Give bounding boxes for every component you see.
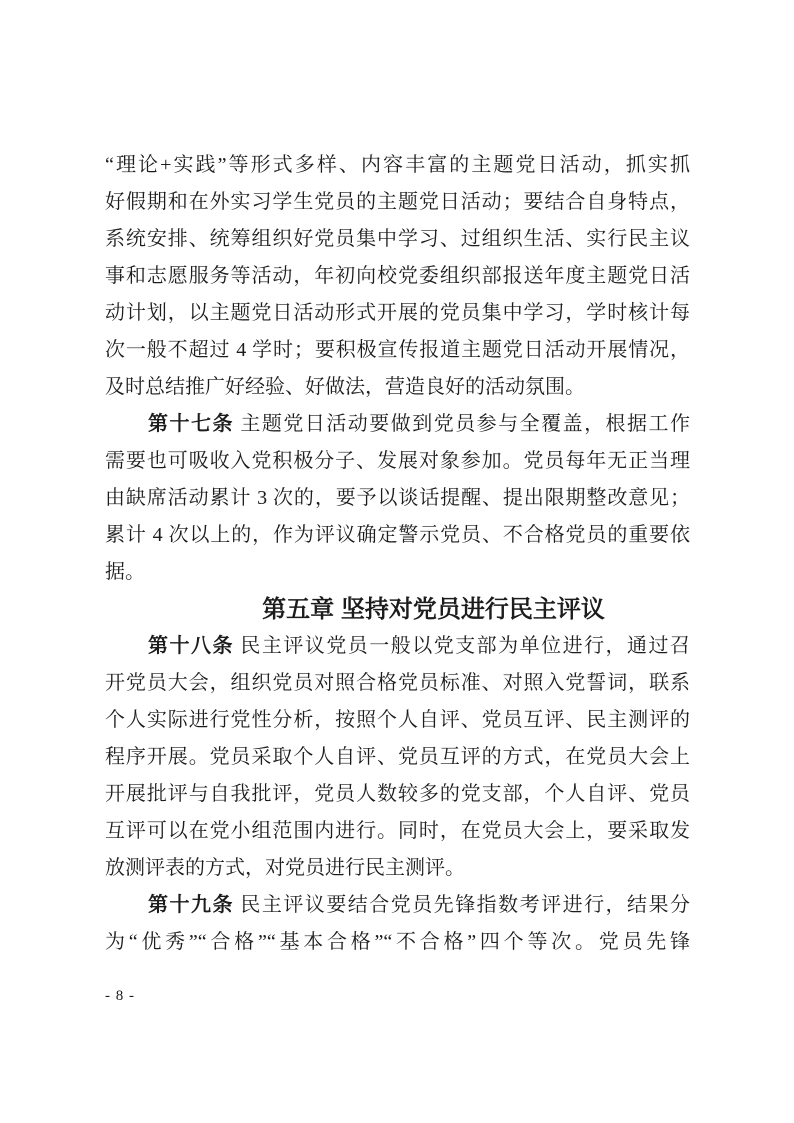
text-line: 开党员大会，组织党员对照合格党员标准、对照入党誓词，联系 — [105, 672, 690, 694]
text-line: 由缺席活动累计 3 次的，要予以谈话提醒、提出限期整改意见； — [105, 487, 690, 509]
document-text-block — [105, 147, 690, 961]
article-number: 第十九条 — [148, 894, 234, 916]
chapter-heading: 第五章 坚持对党员进行民主评议 — [262, 596, 605, 623]
text-line: 程序开展。党员采取个人自评、党员互评的方式，在党员大会上 — [105, 746, 690, 768]
text-line: 互评可以在党小组范围内进行。同时，在党员大会上，要采取发 — [105, 820, 690, 842]
text-line: 动计划，以主题党日活动形式开展的党员集中学习，学时核计每 — [105, 302, 690, 324]
text-line: 为“优秀”“合格”“基本合格”“不合格”四个等次。党员先锋 — [105, 931, 690, 953]
page-number: - 8 - — [105, 988, 135, 1004]
text-line: 好假期和在外实习学生党员的主题党日活动；要结合自身特点， — [105, 191, 690, 213]
text-line: 第十八条 民主评议党员一般以党支部为单位进行，通过召 — [148, 635, 691, 657]
text-line: 第十九条 民主评议要结合党员先锋指数考评进行，结果分 — [148, 894, 691, 916]
text-line: 系统安排、统筹组织好党员集中学习、过组织生活、实行民主议 — [105, 228, 690, 250]
text-line: 个人实际进行党性分析，按照个人自评、党员互评、民主测评的 — [105, 709, 690, 731]
text-line: 及时总结推广好经验、好做法，营造良好的活动氛围。 — [105, 376, 585, 398]
text-line: “理论+实践”等形式多样、内容丰富的主题党日活动，抓实抓 — [105, 154, 690, 176]
article-number: 第十七条 — [148, 413, 234, 435]
text-line: 事和志愿服务等活动，年初向校党委组织部报送年度主题党日活 — [105, 265, 690, 287]
text-line: 第十七条 主题党日活动要做到党员参与全覆盖，根据工作 — [148, 413, 691, 435]
text-line: 据。 — [105, 561, 145, 583]
text-line: 累计 4 次以上的，作为评议确定警示党员、不合格党员的重要依 — [105, 524, 690, 546]
text-line: 开展批评与自我批评，党员人数较多的党支部，个人自评、党员 — [105, 783, 690, 805]
text-line: 需要也可吸收入党积极分子、发展对象参加。党员每年无正当理 — [105, 450, 690, 472]
text-line: 放测评表的方式，对党员进行民主测评。 — [105, 857, 465, 879]
text-line: 次一般不超过 4 学时；要积极宣传报道主题党日活动开展情况， — [105, 339, 690, 361]
article-number: 第十八条 — [148, 635, 234, 657]
